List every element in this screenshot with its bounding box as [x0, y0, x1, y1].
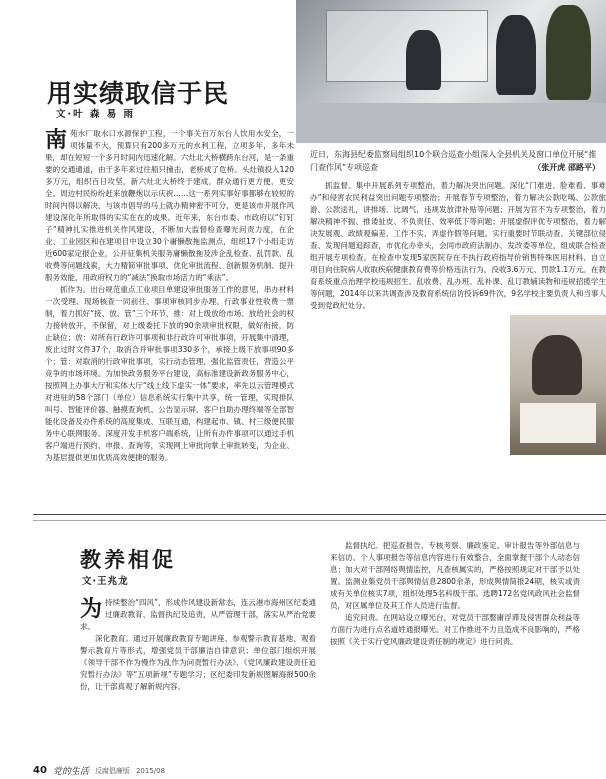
- counter-desk: [296, 103, 606, 143]
- article2-title: 教养相促: [80, 547, 176, 572]
- mid-photo: [510, 315, 606, 455]
- page-number: 40: [33, 765, 47, 776]
- person-figure: [532, 335, 582, 395]
- article1-title: 用实绩取信于民: [47, 79, 230, 108]
- article1-paragraph: 抓监督。集中开展系列专项整治，着力解决突出问题。深化“门难进、脸难看、事难办”和侵害农民利益突出问题专项整治；开展春节专项整治，着力解决公款吃喝、公款旅游、公款送礼，讲排场、比阔气，违规发放津补贴等问题；开展为官不为专项整治，着力解决精神不振、推诿扯皮、不负责任、效率低下等问题；开展虚假评优专项整治，着力解决发展观、政绩观偏差、工作不实、弄虚作假等问题。实行重要时节联动查、关键部位侵查、发现问题追踪查，市优化办牵头，会同市政府法制办、发改委等单位，组成联合检查组开展专项检查。在检查中发现5家医院存在不执行政府指导价销售特殊医用材料、自立项目向住院病人收取疾病健康教育费等价格违法行为，没收3.6万元、罚款1.1万元。在教育系统重点治理学校违规招生、乱收费、乱办班、乱补课、乱订教辅读物和违规招揽学生等问题，2014年以来共调查涉及教育系统信访投诉69件次，9名学校主要负责人和当事人受到党政纪处分。: [310, 181, 606, 310]
- document-paper: [520, 403, 596, 443]
- article2-paragraph: 持续整治“四风”，形成作风建设新常态，连云港市海州区纪委通过廉政教育、监督执纪及追责，从严管理干部，落实从严治党要求。: [80, 598, 316, 631]
- article2-column-right: [330, 540, 580, 758]
- inspector-figure: [546, 5, 591, 100]
- article1-paragraph: 抓作为。出台规范重点工业项目单建设审批服务工作的意见，串办材料一次受理、现场核查一同前往、事项审核同步办理、行政事业性收费一票制，着力抓好“接、放、管”三个环节，推：对上级放给市场、放给社会的权力接转放开，不保留，对上级委托下放的90余项审批权限，做好衔接，防止缺位；放：对所有行政许可事项和非行政许可审批事项，开展集中清理，废止过时文件37个，取消合并审批事项330多个，承接上级下放事项90多个；管：对取消的行政审批事项，实行动态管理，强化监管责任，营造公平竞争的市场环境。为加快政务服务平台建设，高标准建设新政务服务中心，按照网上办事大厅和实体大厅“线上线下虚实一体”要求，率先以云管理模式对进驻的58个部门（单位）信息系统实行集中共享，统一管理，实现排队叫号、智能评价器、触摸查询机、公告显示屏、客户自助办理终端等全部智能化设备及办件系统的高度集成、互联互通，构建起市、镇、村三级便民服务中心联网服务。深度开发手机客户端系统，让所有办件事项可以通过手机客户端进行预约、申报、查询等，实现网上审批向掌上审批转变，为企业、为基层提供更加优质高效便捷的服务。: [45, 285, 294, 462]
- article1-author: 文·叶 森 易 雨: [56, 109, 136, 120]
- section-divider: [33, 514, 606, 515]
- article2-paragraph: 深化教育。通过开展廉政教育专题讲座、参观警示教育基地、观看警示教育片等形式，增强党员干部廉洁自律意识；单位部门组织开展《领导干部不作为慢作为乱作为问责暂行办法》、《党风廉政建设责任追究暂行办法》等“五项新规”专题学习；区纪委印发新规图解海报500余份，让干部真观了解新规内容。: [80, 634, 316, 691]
- staff-figure: [406, 30, 441, 90]
- article2-column-left: [80, 597, 316, 757]
- article2-paragraph: 监督执纪。把巡查报告、专核考察、廉政鉴定、审计报告等外部信息与来信访、个人事项报告等信息内容进行有效整合，全面掌握干部个人动态信息；加大对干部网络舆情监控，凡查核属实的，严格按照规定对干部予以处置。监测业集党员干部舆情信息2800余条，形成舆情简报24期，核实或责成有关单位核实7项，组织处理5名科级干部。选聘172名党风政风社会监督员，对区属单位及其工作人员进行监督。: [330, 541, 580, 610]
- issue-number: 2015/08: [135, 766, 166, 775]
- page-footer: [33, 764, 165, 777]
- inspector-figure: [496, 15, 536, 95]
- top-photo: [296, 0, 606, 143]
- article1-paragraph: 苑水厂取水口水源保护工程，一个事关百万东台人饮用水安全，一项体量不大，预算只有200多万元的水利工程，立项多年，多年未果，却在短短一个多月时间内迅速化解。六灶北大桥横跨东台河，是一条重要的交通通道，由于多年来过往船只撞击，老桥成了危桥。头灶镇投入120多万元，组织百日攻坚，新六灶北大桥终于建成，群众通行更方便、更安全。周边村民纷纷赶来放鞭炮以示庆祝……这一系列实事好事都够在较短的时间内得以解决，与该市倡导的马上就办精神密不可分，更是该市开展作风建设深化年所取得的实实在在的成果。近年来，东台市委、市政府以“钉钉子”精神扎实推进机关作风建设，不断加大监督检查曝光问责力度，在企业、工业园区和在建项目中设立30个庸懒散拖监测点，组织17个小组走访近600家定报企业，公开征集机关服务庸懒散拖及涉企乱检查、乱罚款、乱收费等问题线索，大力精简审批事项、优化审批流程、创新服务机制、提升服务效能，用政府权力的“减法”换取市场活力的“乘法”。: [45, 129, 294, 282]
- photo-caption: [310, 148, 600, 174]
- article1-column-left: [45, 128, 294, 508]
- dropcap: 南: [45, 128, 68, 153]
- caption-text: 近日，东海县纪委监察局组织10个联合巡查小组深入全县机关及窗口单位开展“推门查作风”专项巡查: [310, 150, 597, 172]
- section-divider: [33, 520, 606, 521]
- section-name: 反腐倡廉版: [94, 766, 130, 775]
- caption-credit: （张开虎 邵路平）: [533, 163, 600, 172]
- article2-author: 文·王兆龙: [82, 576, 129, 587]
- article2-paragraph: 追究问责。在网站设立曝光台，对党员干部整庸浮滞及侵害群众利益等方面行为进行点名道姓通报曝光。对工作推进不力且造成不良影响的，严格按照《关于实行党风廉政建设责任制的规定》进行问责。: [330, 613, 580, 646]
- dropcap: 为: [80, 597, 103, 622]
- magazine-name: 党的生活: [52, 767, 89, 777]
